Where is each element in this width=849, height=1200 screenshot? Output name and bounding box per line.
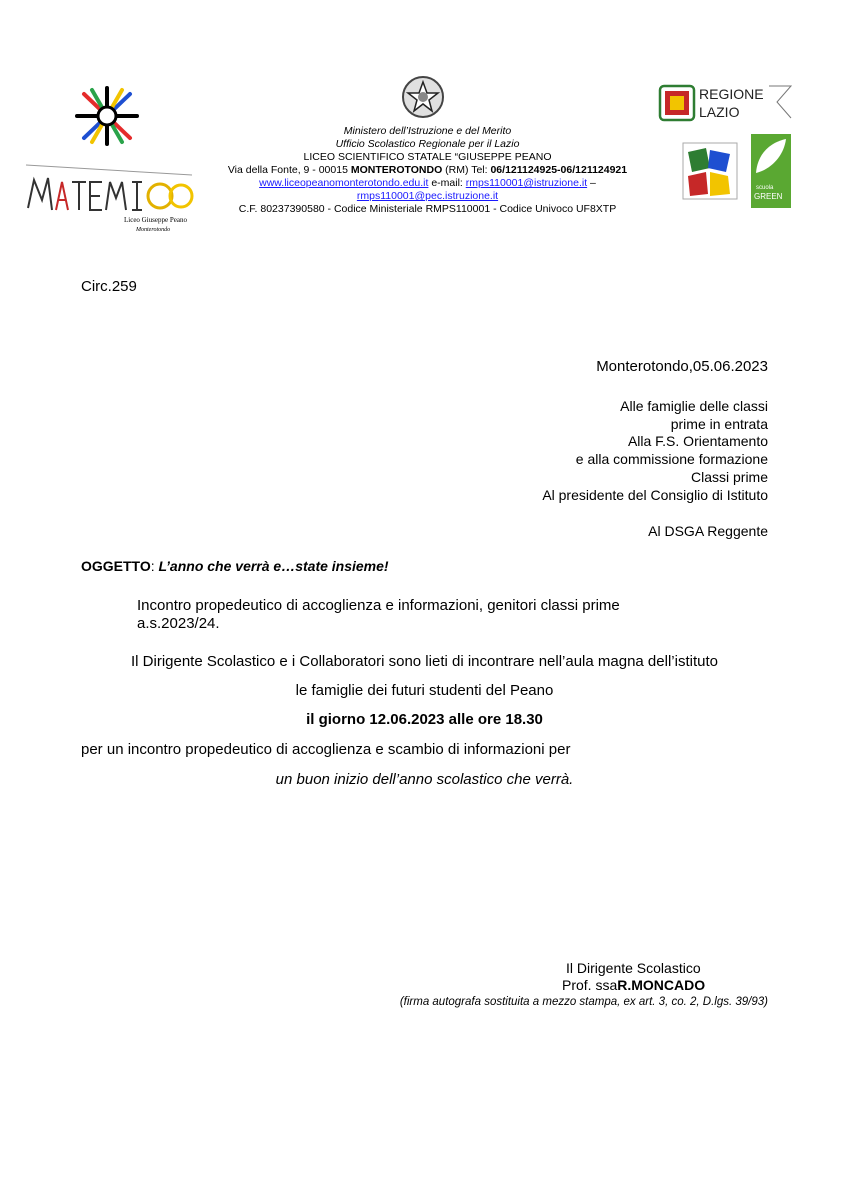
scuola-green-logo	[750, 133, 792, 209]
body-line-4: per un incontro propedeutico di accoglienza e scambio di informazioni per	[81, 741, 571, 758]
recipient-2: prime in entrata	[670, 416, 768, 432]
recipient-6: Al presidente del Consiglio di Istituto	[542, 487, 768, 503]
subject-line	[81, 558, 389, 574]
signature-name: R.MONCADO	[617, 977, 706, 993]
recipient-4: e alla commissione formazione	[575, 451, 768, 467]
body-line-2: le famiglie dei futuri studenti del Peano	[295, 682, 554, 699]
subject-colon: :	[150, 558, 159, 574]
address-line	[205, 164, 650, 177]
address-prefix: Via della Fonte, 9 - 00015	[227, 164, 351, 176]
subject-label: OGGETTO	[81, 558, 151, 574]
email-link[interactable]: rmps110001@istruzione.it	[465, 177, 588, 189]
regional-office-line: Ufficio Scolastico Regionale per il Lazio	[335, 138, 520, 150]
body-line-5: un buon inizio dell’anno scolastico che verrà.	[275, 771, 574, 788]
codes-line: C.F. 80237390580 - Codice Ministeriale RMPS110001 - Codice Univoco UF8XTP	[238, 203, 617, 215]
circular-number: Circ.259	[81, 278, 137, 295]
body-line-1: Il Dirigente Scolastico e i Collaboratori sono lieti di incontrare nell’aula magna dell’istituto	[131, 653, 718, 670]
ministry-line: Ministero dell’Istruzione e del Merito	[343, 125, 512, 137]
logo-sub-text: Liceo Giuseppe Peano	[124, 216, 187, 224]
republic-emblem-icon	[400, 74, 446, 120]
signature-prefix: Prof. ssa	[562, 977, 618, 993]
email-label: e-mail:	[428, 177, 466, 189]
pec-line	[205, 190, 650, 203]
green-small-text: scuola	[756, 185, 774, 191]
signature-name-line	[562, 977, 705, 993]
matematico-logo	[24, 160, 194, 235]
recipient-dsga: Al DSGA Reggente	[648, 523, 768, 539]
logo-sub2-text: Monterotondo	[136, 227, 171, 233]
event-date-time: il giorno 12.06.2023 alle ore 18.30	[306, 711, 543, 728]
region-text-1: REGIONE	[699, 86, 764, 102]
signature-note: (firma autografa sostituita a mezzo stampa, ex art. 3, co. 2, D.lgs. 39/93)	[399, 996, 768, 1008]
school-name-line: LICEO SCIENTIFICO STATALE “GIUSEPPE PEANO	[303, 151, 552, 163]
colored-squares-logo	[682, 142, 738, 200]
region-text-2: LAZIO	[699, 104, 740, 120]
address-phones: 06/121124925-06/121124921	[490, 164, 628, 176]
recipient-1: Alle famiglie delle classi	[620, 398, 768, 414]
signature-role: Il Dirigente Scolastico	[566, 960, 701, 976]
regione-lazio-logo	[657, 82, 797, 124]
school-star-logo	[72, 86, 142, 146]
website-link[interactable]: www.liceopeanomonterotondo.edu.it	[259, 177, 429, 189]
subject-title: L’anno che verrà e…state insieme!	[158, 558, 389, 574]
email-dash: –	[587, 177, 596, 189]
intro-line-1: Incontro propedeutico di accoglienza e informazioni, genitori classi prime	[137, 597, 620, 614]
recipient-5: Classi prime	[690, 469, 768, 485]
document-date: Monterotondo,05.06.2023	[596, 358, 768, 375]
contact-line	[205, 177, 650, 190]
green-text: GREEN	[754, 192, 783, 201]
address-city: MONTEROTONDO	[350, 164, 443, 176]
pec-link[interactable]: rmps110001@pec.istruzione.it	[356, 190, 499, 202]
address-province: (RM) Tel:	[442, 164, 491, 176]
intro-line-2: a.s.2023/24.	[137, 615, 220, 632]
recipient-3: Alla F.S. Orientamento	[627, 433, 768, 449]
